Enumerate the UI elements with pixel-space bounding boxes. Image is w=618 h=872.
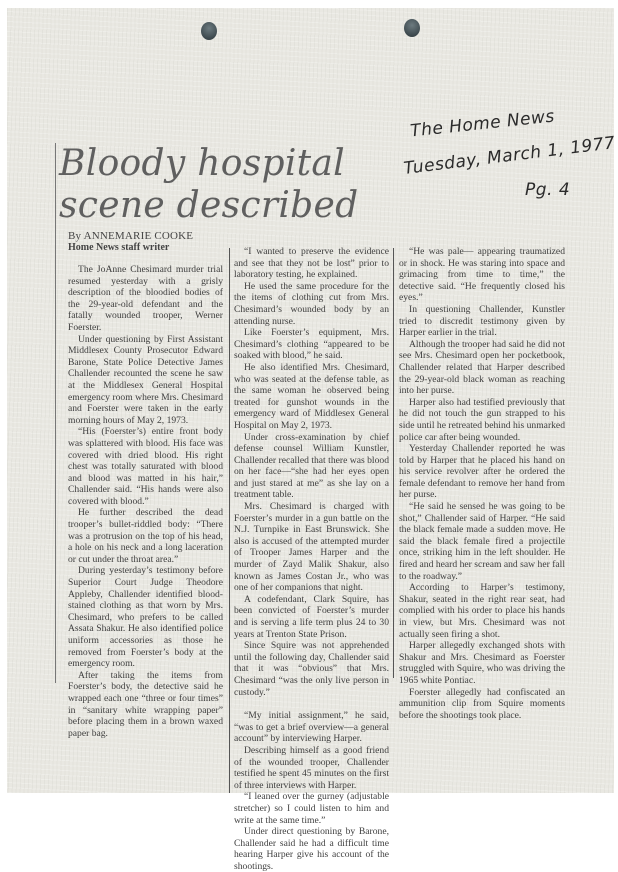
paragraph: He used the same procedure for the the items of clothing cut from Mrs. Chesimard’s wounded body by an attending nurse. (234, 280, 389, 327)
column-rule-2 (393, 248, 394, 678)
paragraph: Under cross-examination by chief defense counsel William Kunstler, Challender recalled that there was blood on her face—“she had her eyes open and just stared at me” as she lay on a treatment table. (234, 431, 389, 501)
headline (59, 143, 358, 227)
paragraph: A codefendant, Clark Squire, has been convicted of Foerster’s murder and is serving a life term plus 24 to 30 years at Trenton State Prison. (234, 593, 389, 640)
paragraph: The JoAnne Chesimard murder trial resumed yesterday with a grisly description of the bloodied bodies of the 29-year-old defendant and the fatally wounded trooper, Werner Foerster. (68, 264, 223, 333)
paragraph: “He said he sensed he was going to be shot,” Challender said of Harper. “He said the black female made a sudden move. He said the black female fired a projectile once, striking him in the left shoulder. He fired and heard her scream and saw her fall to the roadway.” (399, 501, 565, 582)
paragraph: Foerster allegedly had confiscated an ammunition clip from Squire moments before the shootings took place. (399, 686, 565, 721)
article-column-2 (234, 246, 389, 872)
byline (68, 230, 228, 254)
paragraph: Since Squire was not apprehended until the following day, Challender said that it was “obvious” that Mrs. Chesimard “was the only live person in custody.” (234, 640, 389, 698)
paragraph: Yesterday Challender reported he was told by Harper that he placed his hand on his service revolver after he ordered the female defendant to remove her hand from her purse. (399, 443, 565, 501)
paragraph: In questioning Challender, Kunstler tried to discredit testimony given by Harper earlier in the trial. (399, 303, 565, 339)
article-column-1 (68, 264, 223, 739)
byline-author: By ANNEMARIE COOKE (68, 230, 194, 242)
paragraph: He also identified Mrs. Chesimard, who was seated at the defense table, as the same woman he observed being treated for gunshot wounds in the emergency ward of Middlesex General Hospital on May 2, 1973. (234, 361, 389, 431)
paragraph: “I leaned over the gurney (adjustable stretcher) so I could listen to him and write at the same time.” (234, 791, 389, 826)
paragraph: Under direct questioning by Barone, Challender said he had a difficult time hearing Harper give his account of the shootings. (234, 826, 389, 872)
paragraph: During yesterday’s testimony before Superior Court Judge Theodore Appleby, Challender identified blood-stained clothing as that worn by Mrs. Chesimard, who prefers to be called Assata Shakur. He also identified police uniform accessories as those he removed from Foerster’s body at the emergency room. (68, 565, 223, 670)
paragraph: Mrs. Chesimard is charged with Foerster’s murder in a gun battle on the N.J. Turnpike in East Brunswick. She also is accused of the attempted murder of Trooper James Harper and the murder of Zayd Malik Shakur, also known as James Costan Jr., who was one of her companions that night. (234, 501, 389, 594)
paragraph: Like Foerster’s equipment, Mrs. Chesimard’s clothing “appeared to be soaked with blood,” he said. (234, 327, 389, 362)
paragraph: Under questioning by First Assistant Middlesex County Prosecutor Edward Barone, State Police Detective James Challender recounted the scene he saw at the Middlesex General Hospital emergency room where Mrs. Chesimard and Foerster were taken in the early morning hours of May 2, 1973. (68, 333, 223, 426)
note-page: Pg. 4 (525, 180, 571, 200)
paragraph: He further described the dead trooper’s bullet-riddled body: “There was a protrusion on the top of his head, a hole on his neck and a long laceration or cut under the throat area.” (68, 507, 223, 565)
newspaper-clipping-page (7, 8, 617, 872)
paragraph: Harper also had testified previously that he did not touch the gun strapped to his side until he retreated behind his unmarked police car after being wounded. (399, 396, 565, 443)
article-column-3 (399, 246, 565, 721)
paragraph: After taking the items from Foerster’s body, the detective said he wrapped each one “three or four times” in “sanitary white wrapping paper” before placing them in a brown waxed paper bag. (68, 669, 223, 739)
column-rule-left-edge (55, 143, 56, 683)
paragraph: “His (Foerster’s) entire front body was splattered with blood. His face was covered with dried blood. His right chest was totally saturated with blood and blood was matted in his hair,” Challender said. “His hands were also covered with blood.” (68, 426, 223, 507)
paragraph: Describing himself as a good friend of the wounded trooper, Challender testified he spent 45 minutes on the first of three interviews with Harper. (234, 744, 389, 791)
headline-line-1: Bloody hospital (59, 143, 345, 184)
paragraph: Although the trooper had said he did not see Mrs. Chesimard open her pocketbook, Challender related that Harper described the 29-year-old black woman as reaching into her purse. (399, 338, 565, 397)
paragraph: According to Harper’s testimony, Shakur, seated in the right rear seat, had complied with his order to place his hands in view, but Mrs. Chesimard was not actually seen firing a shot. (399, 582, 565, 640)
paragraph: Harper allegedly exchanged shots with Shakur and Mrs. Chesimard as Foerster struggled with Squire, who was driving the 1965 white Pontiac. (399, 640, 565, 686)
headline-line-2: scene described (59, 185, 359, 226)
note-publication: The Home News (409, 106, 556, 142)
byline-role: Home News staff writer (68, 242, 170, 253)
paragraph: “He was pale— appearing traumatized or in shock. He was staring into space and grimacing from time to time,” the detective said. “He frequently closed his eyes.” (399, 246, 565, 304)
column-rule-1 (229, 248, 230, 793)
paragraph: “My initial assignment,” he said, “was to get a brief overview—a general account” by interviewing Harper. (234, 710, 389, 745)
note-date: Tuesday, March 1, 1977 (402, 133, 617, 179)
paragraph: “I wanted to preserve the evidence and see that they not be lost” prior to laboratory testing, he explained. (234, 246, 389, 281)
